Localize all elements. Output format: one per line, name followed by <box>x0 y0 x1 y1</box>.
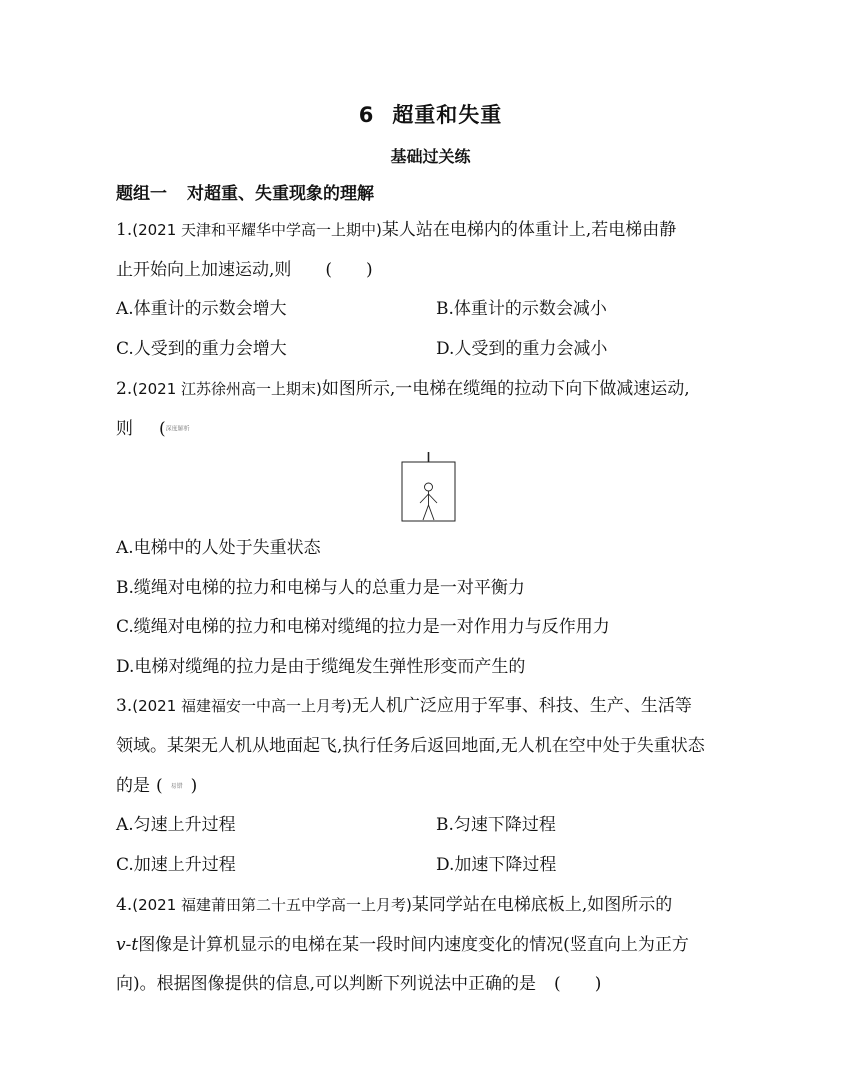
section-heading <box>116 179 374 204</box>
q2-option-c: C.缆绳对电梯的拉力和电梯对缆绳的拉力是一对作用力与反作用力 <box>116 617 610 637</box>
q4-text-1: 某同学站在电梯底板上,如图所示的 <box>411 895 673 915</box>
q2-option-d: D.电梯对缆绳的拉力是由于缆绳发生弹性形变而产生的 <box>116 657 526 677</box>
q1-option-d: D.人受到的重力会减小 <box>436 339 608 359</box>
elevator-figure <box>401 452 456 522</box>
q2-text-2: 则 <box>116 419 133 439</box>
q2-line-1 <box>116 378 690 400</box>
q1-line-1 <box>116 219 676 241</box>
q2-answer-paren: (深度解析 <box>159 419 190 439</box>
q4-source: (2021 福建莆田第二十五中学高一上月考) <box>132 896 412 914</box>
section-label: 题组一 <box>116 184 167 204</box>
lesson-number: 6 <box>358 103 375 127</box>
q3-option-a: A.匀速上升过程 <box>116 815 236 835</box>
lesson-title: 超重和失重 <box>392 103 503 127</box>
q1-number: 1. <box>116 220 133 240</box>
q1-text-1: 某人站在电梯内的体重计上,若电梯由静 <box>381 220 677 240</box>
q1-option-c: C.人受到的重力会增大 <box>116 339 287 359</box>
q3-answer-paren: ( 易错 ) <box>156 776 198 796</box>
q1-option-a: A.体重计的示数会增大 <box>116 299 287 319</box>
q3-option-c: C.加速上升过程 <box>116 855 236 875</box>
q3-option-d: D.加速下降过程 <box>436 855 557 875</box>
q4-text-2: 图像是计算机显示的电梯在某一段时间内速度变化的情况(竖直向上为正方 <box>138 935 689 955</box>
q1-line-2 <box>116 259 373 281</box>
q2-option-a: A.电梯中的人处于失重状态 <box>116 538 321 558</box>
q2-option-b: B.缆绳对电梯的拉力和电梯与人的总重力是一对平衡力 <box>116 578 525 598</box>
q4-text-3: 向)。根据图像提供的信息,可以判断下列说法中正确的是 <box>116 974 537 994</box>
q4-number: 4. <box>116 895 133 915</box>
q1-answer-paren: ( ) <box>325 260 373 280</box>
q3-text-1: 无人机广泛应用于军事、科技、生产、生活等 <box>351 696 692 716</box>
q3-line-3 <box>116 775 197 798</box>
page-subtitle: 基础过关练 <box>390 147 471 166</box>
q3-number: 3. <box>116 696 133 716</box>
q1-text-2: 止开始向上加速运动,则 <box>116 260 292 280</box>
q4-line-3 <box>116 973 601 995</box>
q4-line-1 <box>116 894 672 916</box>
q3-line-1 <box>116 695 692 717</box>
q3-line-2: 领域。某架无人机从地面起飞,执行任务后返回地面,无人机在空中处于失重状态 <box>116 736 705 756</box>
q4-answer-paren: ( ) <box>554 974 602 994</box>
page-title <box>0 99 861 129</box>
q2-text-1: 如图所示,一电梯在缆绳的拉动下向下做减速运动, <box>321 379 690 399</box>
section-text: 对超重、失重现象的理解 <box>187 184 374 204</box>
q3-option-b: B.匀速下降过程 <box>436 815 556 835</box>
q3-source: (2021 福建福安一中高一上月考) <box>132 697 352 715</box>
q2-number: 2. <box>116 379 133 399</box>
q4-line-2 <box>116 934 689 956</box>
q3-tag: 易错 <box>170 782 183 790</box>
q2-tag: 深度解析 <box>165 425 190 433</box>
q1-source: (2021 天津和平耀华中学高一上期中) <box>132 221 382 239</box>
q3-text-3: 的是 <box>116 776 150 796</box>
q4-vt-symbol: v-t <box>116 935 139 955</box>
q2-source: (2021 江苏徐州高一上期末) <box>132 380 322 398</box>
q1-option-b: B.体重计的示数会减小 <box>436 299 607 319</box>
person-icon <box>420 483 437 520</box>
q2-line-2 <box>116 418 190 441</box>
